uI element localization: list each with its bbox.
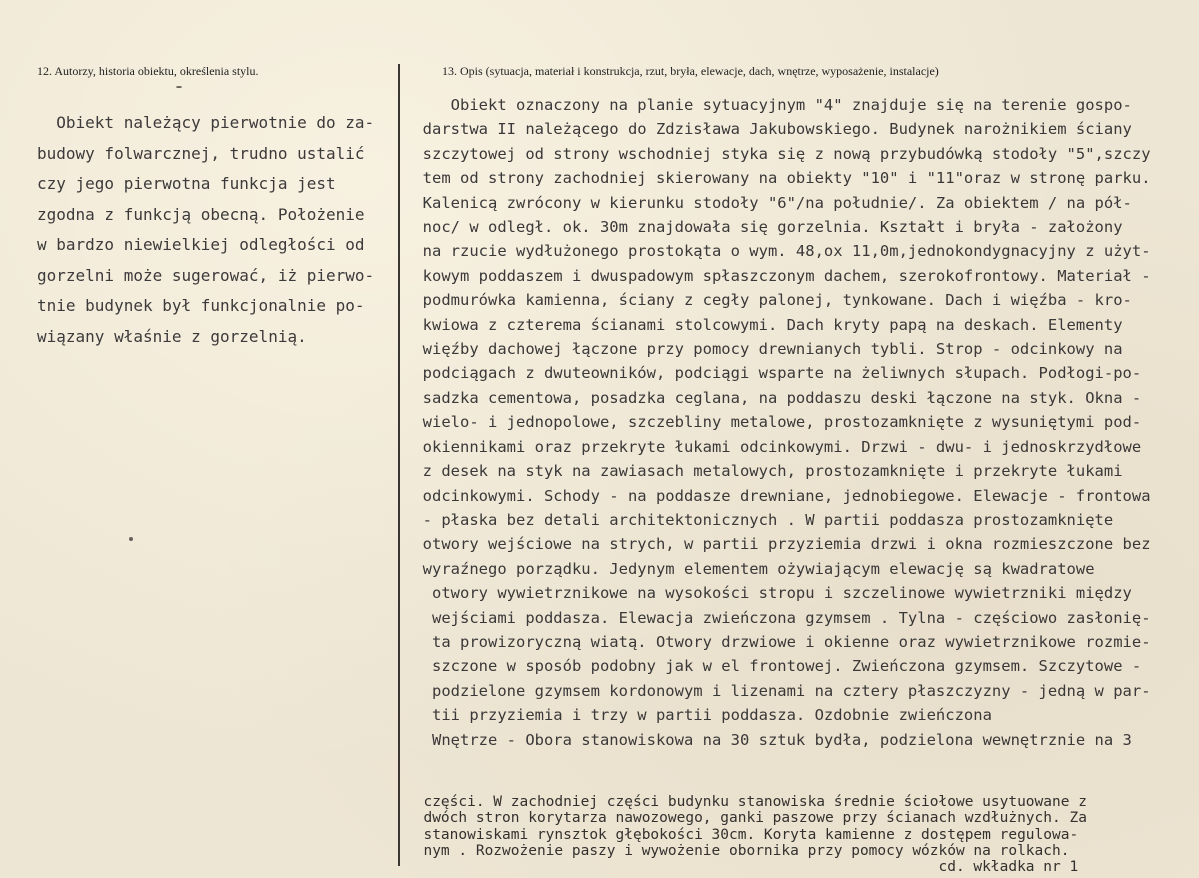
text-line: otwory wejściowe na strych, w partii przyziemia drzwi i okna rozmieszczone bez [404,535,1151,554]
text-line: zgodna z funkcją obecną. Położenie [37,204,365,224]
section-13-header: 13. Opis (sytuacja, materiał i konstrukcja, rzut, bryła, elewacje, dach, wnętrze, wyposażenie, instalacje) [442,64,939,78]
text-line: szczytowej od strony wschodniej styka się z nową przybudówką stodoły "5",szczy [404,144,1151,163]
text-line: szczone w sposób podobny jak w el frontowej. Zwieńczona gzymsem. Szczytowe - [404,657,1142,676]
text-line: Obiekt oznaczony na planie sytuacyjnym "4" znajduje się na terenie gospo- [404,96,1132,114]
text-line: noc/ w odległ. ok. 30m znajdowała się gorzelnia. Kształt i bryła - założony [404,218,1123,237]
text-line: Obiekt należący pierwotnie do za- [37,113,375,132]
text-line: tii przyziemia i trzy w partii poddasza. Ozdobnie zwieńczona [404,706,992,725]
continuation-note: cd. wkładka nr 1 [406,859,1079,876]
text-line: kwiowa z czterema ścianami stolcowymi. Dach kryty papą na deskach. Elementy [404,315,1123,334]
section-13-text-continued [406,794,1196,875]
text-line: wyraźnego porządku. Jedynym elementem ożywiającym elewację są kwadratowe [404,559,1095,578]
text-line: budowy folwarcznej, trudno ustalić [37,143,365,163]
text-line: w bardzo niewielkiej odległości od [37,235,365,254]
section-13-text [404,93,1194,752]
text-line: więźby dachowej łączone przy pomocy drewnianych tybli. Strop - odcinkowy na [404,340,1123,359]
text-line: podmurówka kamienna, ściany z cegły palonej, tynkowane. Dach i więźba - kro- [404,291,1132,310]
text-line: czy jego pierwotna funkcja jest [37,174,336,193]
text-line: otwory wywietrznikowe na wysokości stropu i szczelinowe wywietrzniki między [404,584,1132,603]
text-line: nym . Rozwożenie paszy i wywożenie obornika przy pomocy wózków na rolkach. [406,842,1070,859]
text-line: dwóch stron korytarza nawozowego, ganki paszowe przy ścianach wzdłużnych. Za [406,810,1087,827]
text-line: wejściami poddasza. Elewacja zwieńczona gzymsem . Tylna - częściowo zasłonię- [404,608,1151,627]
section-12-header: 12. Autorzy, historia obiektu, określenia stylu. [37,64,259,78]
section-12-text [37,108,392,352]
text-line: podzielone gzymsem kordonowym i lizenami na cztery płaszczyzny - jedną w par- [404,681,1151,700]
text-line: odcinkowymi. Schody - na poddasze drewniane, jednobiegowe. Elewacje - frontowa [404,486,1151,505]
text-line: wiązany właśnie z gorzelnią. [37,326,307,346]
text-line: tnie budynek był funkcjonalnie po- [37,296,365,315]
text-line: kowym poddaszem i dwuspadowym spłaszczonym dachem, szerokofrontowy. Materiał - [404,266,1151,285]
text-line: części. W zachodniej części budynku stanowiska średnie ściołowe usytuowane z [406,794,1087,810]
text-line: stanowiskami rynsztok głębokości 30cm. Koryta kamienne z dostępem regulowa- [406,826,1079,843]
text-line: ta prowizoryczną wiatą. Otwory drzwiowe i okienne oraz wywietrznikowe rozmie- [404,632,1151,651]
text-line: na rzucie wydłużonego prostokąta o wym. 48,ox 11,0m,jednokondygnacyjny z użyt- [404,242,1151,261]
text-line: gorzelni może sugerować, iż pierwo- [37,265,375,285]
text-line: wielo- i jednopolowe, szczebliny metalowe, prostozamknięte z wysuniętymi pod- [404,413,1142,432]
text-line: darstwa II należącego do Zdzisława Jakubowskiego. Budynek narożnikiem ściany [404,120,1132,139]
text-line: Wnętrze - Obora stanowiskowa na 30 sztuk bydła, podzielona wewnętrznie na 3 [404,730,1132,749]
column-divider [398,64,400,866]
text-line: tem od strony zachodniej skierowany na obiekty "10" i "11"oraz w stronę parku. [404,169,1151,188]
paper-speck [176,86,182,88]
paper-speck [129,537,133,541]
text-line: Kalenicą zwrócony w kierunku stodoły "6"/na południe/. Za obiektem / na pół- [404,193,1132,212]
text-line: - płaska bez detali architektonicznych . W partii poddasza prostozamknięte [404,510,1114,529]
text-line: sadzka cementowa, posadzka ceglana, na poddaszu deski łączone na styk. Okna - [404,388,1142,407]
text-line: okiennikami oraz przekryte łukami odcinkowymi. Drzwi - dwu- i jednoskrzydłowe [404,437,1142,456]
text-line: z desek na styk na zawiasach metalowych, prostozamknięte i przekryte łukami [404,462,1123,481]
text-line: podciągach z dwuteowników, podciągi wsparte na żeliwnych słupach. Podłogi-po- [404,364,1142,383]
